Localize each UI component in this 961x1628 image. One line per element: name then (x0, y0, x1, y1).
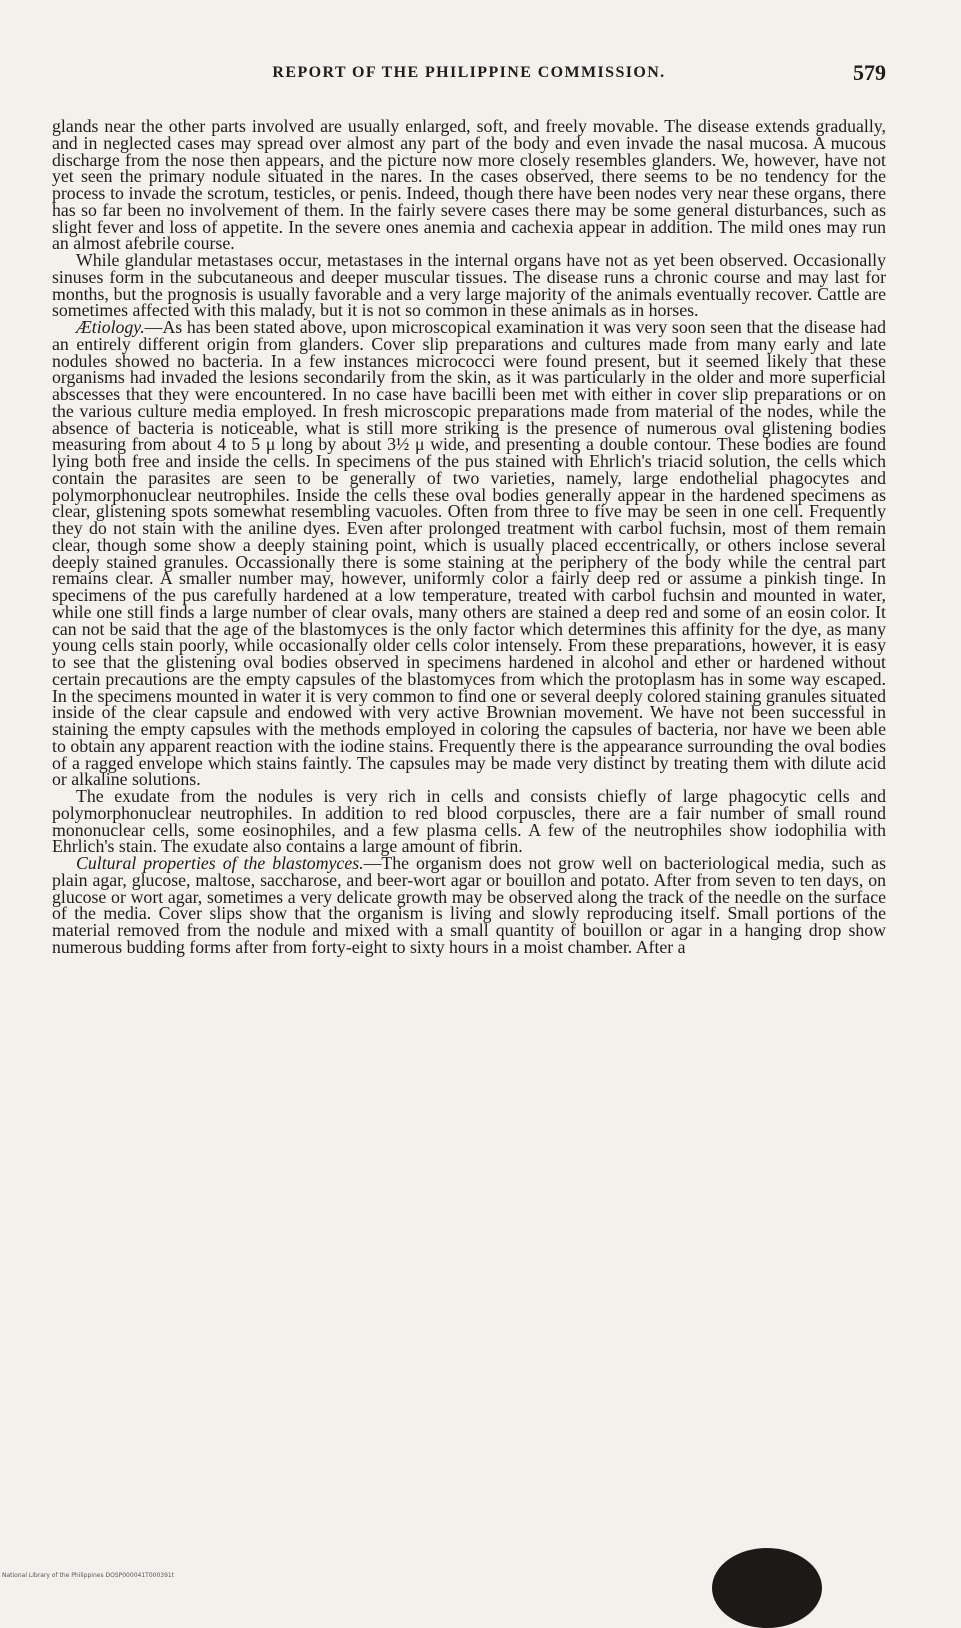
running-head: REPORT OF THE PHILIPPINE COMMISSION. (272, 64, 666, 81)
body-text (52, 118, 886, 956)
paragraph (52, 855, 886, 956)
paragraph (52, 319, 886, 788)
paragraph-text: While glandular metastases occur, metastases in the internal organs have not as yet been observed. Occasionally sinuses form in the subcutaneous and deeper muscular tissues. The disease runs a chronic course and may last for months, but the prognosis is usually favorable and a very large majority of the animals eventually recover. Cattle are sometimes affected with this malady, but it is not so common in these animals as in horses. (52, 250, 886, 321)
scan-footer: National Library of the Philippines DOSP000041T000391t (2, 1572, 175, 1579)
paragraph (52, 118, 886, 252)
paragraph-text: —The organism does not grow well on bacteriological media, such as plain agar, glucose, maltose, saccharose, and beer-wort agar or bouillon and potato. After from seven to ten days, on glucose or wort agar, sometimes a very delicate growth may be observed along the track of the needle on the surface of the media. Cover slips show that the organism is living and slowly reproducing itself. Small portions of the material removed from the nodule and mixed with a small quantity of bouillon or agar in a hanging drop show numerous budding forms after from forty-eight to sixty hours in a moist chamber. After a (52, 853, 886, 957)
page-number: 579 (853, 60, 886, 85)
section-heading: Ætiology. (76, 317, 145, 337)
page-header (52, 60, 886, 90)
paragraph-text: —As has been stated above, upon microscopical examination it was very soon seen that the disease had an entirely different origin from glanders. Cover slip preparations and cultures made from many early and late nodules showed no bacteria. In a few instances micrococci were found present, but it seemed likely that these organisms had invaded the lesions secondarily from the skin, as it was particularly in the older and more superficial abscesses that they were encountered. In no case have bacilli been met with either in cover slip preparations or on the various culture media employed. In fresh microscopic preparations made from material of the nodes, while the absence of bacteria is noticeable, what is still more striking is the presence of numerous oval glistening bodies measuring from about 4 to 5 μ long by about 3½ μ wide, and presenting a double contour. These bodies are found lying both free and inside the cells. In specimens of the pus stained with Ehrlich's triacid solution, the cells which contain the parasites are seen to be generally of two varieties, namely, large endothelial phagocytes and polymorphonuclear neutrophiles. Inside the cells these oval bodies generally appear in the hardened specimens as clear, glistening spots somewhat resembling vacuoles. Often from three to five may be seen in one cell. Frequently they do not stain with the aniline dyes. Even after prolonged treatment with carbol fuchsin, most of them remain clear, though some show a deeply staining point, which is usually placed eccentrically, or others inclose several deeply stained granules. Occassionally there is some staining at the periphery of the body while the central part remains clear. A smaller number may, however, uniformly color a fairly deep red or assume a pinkish tinge. In specimens of the pus carefully hardened at a low temperature, treated with carbol fuchsin and mounted in water, while one still finds a large number of clear ovals, many others are stained a deep red and some of an eosin color. It can not be said that the age of the blastomyces is the only factor which determines this affinity for the dye, as many young cells stain poorly, while occasionally older cells color intensely. From these preparations, however, it is easy to see that the glistening oval bodies observed in specimens hardened in alcohol and ether or hardened without certain precautions are the empty capsules of the blastomyces from which the protoplasm has in some way escaped. In the specimens mounted in water it is very common to find one or several deeply colored staining granules situated inside of the clear capsule and endowed with very active Brownian movement. We have not been successful in staining the empty capsules with the methods employed in coloring the capsules of bacteria, nor have we been able to obtain any apparent reaction with the iodine stains. Frequently there is the appearance surrounding the oval bodies of a ragged envelope which stains faintly. The capsules may be made very distinct by treating them with dilute acid or alkaline solutions. (52, 317, 886, 790)
paragraph (52, 252, 886, 319)
paragraph-text: glands near the other parts involved are usually enlarged, soft, and freely movable. The disease extends gradually, and in neglected cases may spread over almost any part of the body and even invade the nasal mucosa. A mucous discharge from the nose then appears, and the picture now more closely resembles glanders. We, however, have not yet seen the primary nodule situated in the nares. In the cases observed, there seems to be no tendency for the process to invade the scrotum, testicles, or penis. Indeed, though there have been nodes very near these organs, there has so far been no involvement of them. In the fairly severe cases there may be some general disturbances, such as slight fever and loss of appetite. In the severe ones anemia and cachexia appear in addition. The mild ones may run an almost afebrile course. (52, 116, 886, 254)
paragraph (52, 788, 886, 855)
paragraph-text: The exudate from the nodules is very rich in cells and consists chiefly of large phagocytic cells and polymorphonuclear neutrophiles. In addition to red blood corpuscles, there are a fair number of small round mononuclear cells, some eosinophiles, and a few plasma cells. A few of the neutrophiles show iodophilia with Ehrlich's stain. The exudate also contains a large amount of fibrin. (52, 786, 886, 857)
scan-artifact (712, 1548, 822, 1628)
section-heading: Cultural properties of the blastomyces. (76, 853, 364, 873)
